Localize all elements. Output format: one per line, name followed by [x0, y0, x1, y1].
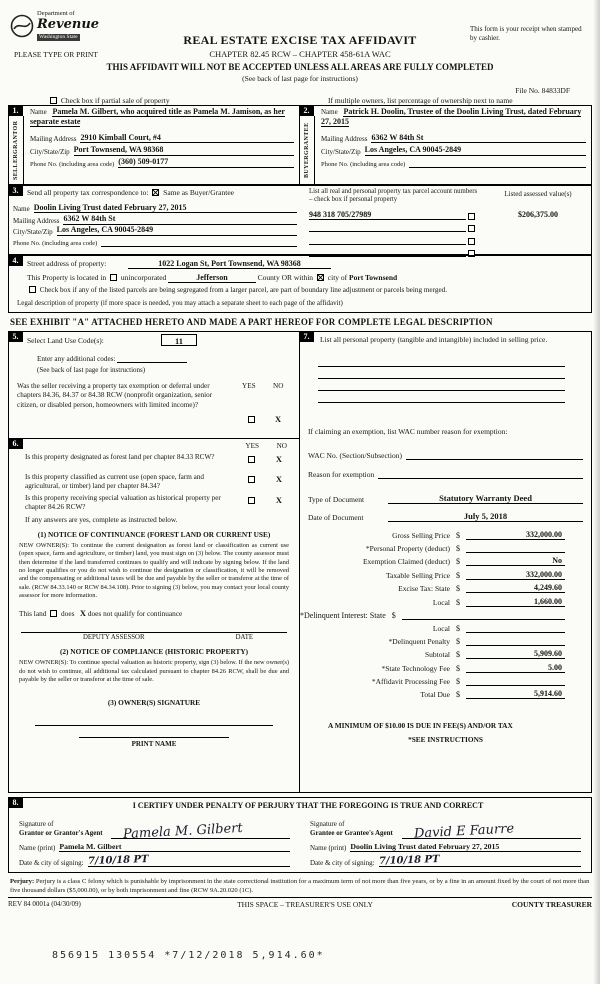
- buyer-mailing-value: 6362 W 84th St: [371, 134, 586, 144]
- if-yes-note: If any answers are yes, complete as instructed below.: [25, 516, 178, 524]
- correspondence-csz-label: City/State/Zip: [13, 227, 53, 236]
- does-qualify-checkbox[interactable]: [50, 610, 57, 617]
- fee-row-technology-fee: *State Technology Fee $ 5.00: [300, 663, 565, 673]
- buyer-box: [300, 105, 592, 185]
- seller-phone-label: Phone No. (including area code): [30, 160, 115, 168]
- grantor-agent-label: Grantor or Grantor's Agent: [19, 828, 103, 837]
- buyer-rail: [300, 116, 315, 184]
- personal-property-line: [318, 379, 565, 391]
- reason-label: Reason for exemption: [308, 469, 375, 479]
- buyer-mailing-row: [321, 134, 586, 144]
- document-date-label: Date of Document: [308, 512, 364, 522]
- correspondence-name-label: Name: [13, 205, 30, 214]
- correspondence-phone-label: Phone No. (including area code): [13, 239, 98, 247]
- notice-continuance-title: (1) NOTICE OF CONTINUANCE (FOREST LAND OR CURRENT USE): [37, 530, 271, 539]
- owners-signature-line: [35, 725, 273, 726]
- same-as-buyer-checkbox[interactable]: [152, 189, 159, 196]
- dollar-sign: $: [456, 663, 460, 673]
- see-instructions-note: *SEE INSTRUCTIONS: [408, 735, 483, 745]
- parcel-number-value: 948 318 705/27989: [309, 210, 466, 220]
- historic-yes-checkbox[interactable]: [248, 497, 255, 504]
- wac-value-line: [406, 451, 583, 460]
- land-use-section: [9, 332, 299, 439]
- perjury-label: Perjury:: [10, 878, 35, 885]
- historic-no-mark: X: [275, 495, 282, 505]
- section7-number: 7.: [299, 331, 314, 342]
- parcel-row: [309, 223, 477, 232]
- form-warning: THIS AFFIDAVIT WILL NOT BE ACCEPTED UNLESS ALL AREAS ARE FULLY COMPLETED: [106, 62, 494, 72]
- form-chapter: CHAPTER 82.45 RCW – CHAPTER 458-61A WAC: [209, 49, 391, 59]
- city-value: Port Townsend: [349, 273, 398, 282]
- same-as-buyer-label: Same as Buyer/Grantee: [163, 188, 234, 197]
- buyer-phone-row: [321, 158, 586, 168]
- grantee-agent-label: Grantee or Grantee's Agent: [310, 828, 393, 837]
- street-address-row: [27, 259, 331, 268]
- personal-property-line: [318, 391, 565, 403]
- grantee-date-value: 7/10/18 PT: [378, 853, 440, 868]
- forest-land-yes-checkbox[interactable]: [248, 456, 255, 463]
- forest-land-question: [25, 453, 299, 470]
- see-back-note: (See back of last page for instructions): [242, 74, 358, 83]
- buyer-phone-label: Phone No. (including area code): [321, 160, 406, 168]
- grantee-signature: David E Faurre: [413, 821, 515, 842]
- current-use-question: [25, 473, 299, 491]
- fee-row-delinquent-interest-state: *Delinquent Interest: State $: [300, 610, 565, 620]
- grantor-signature: Pamela M. Gilbert: [122, 820, 244, 843]
- document-type-value: Statutory Warranty Deed: [388, 493, 583, 504]
- section8-number: 8.: [8, 797, 23, 808]
- wac-label: WAC No. (Section/Subsection): [308, 450, 402, 460]
- continuance-qualify-row: [19, 608, 299, 618]
- partial-sale-checkbox[interactable]: [50, 97, 57, 104]
- buyer-csz-label: City/State/Zip: [321, 147, 361, 156]
- correspondence-name-value: Doolin Living Trust dated February 27, 2015: [34, 204, 297, 214]
- fee-row-subtotal: Subtotal $ 5,909.60: [300, 649, 565, 659]
- dollar-sign: $: [456, 623, 460, 633]
- buyer-name-value: Patrick H. Doolin, Trustee of the Doolin Living Trust, dated February 27, 2015: [321, 107, 582, 126]
- unincorporated-checkbox[interactable]: [110, 274, 117, 281]
- dollar-sign: $: [456, 690, 460, 700]
- form-title: REAL ESTATE EXCISE TAX AFFIDAVIT: [183, 33, 417, 47]
- perjury-text: Perjury is a class C felony which is punishable by imprisonment in the state correctional institution for a maximum term of not more than five years, or by a fine in an amount fixed by the court of not more than five thousand dollars ($5,000.00), or by both imprisonment and fine (RCW 9A.20.020 (1C).: [10, 878, 590, 894]
- grantee-name-print-row: [310, 842, 581, 852]
- forest-land-question-text: Is this property designated as forest land per chapter 84.33 RCW?: [25, 453, 215, 461]
- grantor-signature-of-label: Signature of: [19, 820, 54, 828]
- parcel-row: [309, 210, 477, 220]
- section6-no-header: NO: [276, 442, 287, 450]
- buyer-csz-row: [321, 146, 586, 156]
- dor-logo: [10, 11, 99, 41]
- parcel-row: [309, 236, 477, 245]
- perjury-notice: [10, 878, 590, 895]
- buyer-csz-value: Los Angeles, CA 90045-2849: [365, 146, 586, 156]
- tax-correspondence-section: [8, 185, 592, 255]
- grantee-signature-of-label: Signature of: [310, 820, 345, 828]
- dollar-sign: $: [456, 557, 460, 567]
- additional-codes-line: [117, 355, 187, 363]
- section5-no-header: NO: [273, 382, 284, 390]
- notice-compliance-title: (2) NOTICE OF COMPLIANCE (HISTORIC PROPERTY): [59, 647, 249, 657]
- exemption-claim-label: If claiming an exemption, list WAC number reason for exemption:: [308, 426, 508, 436]
- street-address-value: 1022 Logan St, Port Townsend, WA 98368: [128, 259, 331, 269]
- section1-number: 1.: [8, 105, 23, 116]
- land-use-code[interactable]: 11: [161, 334, 197, 346]
- middle-band: [8, 331, 592, 793]
- county-value: Jefferson: [168, 273, 256, 283]
- does-label: does: [61, 609, 75, 619]
- exemption-no-mark: X: [275, 414, 282, 424]
- located-in-label: This Property is located in: [27, 273, 107, 282]
- parcel-numbers-header: List all real and personal property tax parcel account numbers – check box if personal property: [309, 188, 478, 204]
- fee-row-excise-local: Local $ 1,660.00: [300, 597, 565, 607]
- fee-row-exemption-claimed: Exemption Claimed (deduct) $ No: [300, 556, 565, 566]
- section4-number: 4.: [8, 255, 23, 266]
- fee-row-excise-state: Excise Tax: State $ 4,249.60: [300, 583, 565, 593]
- send-correspondence-label: Send all property tax correspondence to:: [27, 188, 149, 197]
- grantor-name-print-label: Name (print): [19, 844, 56, 852]
- exemption-question: Was the seller receiving a property tax exemption or deferral under chapters 84.36, 84.37 or 84.38 RCW (nonprofit organization, senior citizen, or disabled person, homeowners with limited income)?: [17, 382, 213, 409]
- logo-revenue-text: Revenue: [37, 16, 100, 32]
- fee-row-taxable: Taxable Selling Price $ 332,000.00: [300, 570, 565, 580]
- dollar-sign: $: [456, 530, 460, 540]
- does-not-label: does not qualify for continuance: [87, 609, 183, 619]
- print-name-line: [79, 737, 229, 738]
- seller-csz-row: [30, 146, 294, 156]
- personal-property-label: List all personal property (tangible and intangible) included in selling price.: [320, 335, 548, 344]
- minimum-fee-note: A MINIMUM OF $10.00 IS DUE IN FEE(S) AND/OR TAX: [328, 721, 513, 731]
- logo-dept-text: Department of: [37, 10, 75, 17]
- document-type-label: Type of Document: [308, 494, 365, 504]
- correspondence-csz-row: [13, 226, 297, 236]
- partial-sale-label: Check box if partial sale of property: [60, 96, 170, 105]
- correspondence-phone-value: [101, 237, 297, 247]
- multiple-owners-note: If multiple owners, list percentage of ownership next to name: [328, 96, 513, 105]
- parties-section: [8, 105, 592, 185]
- personal-property-checkbox-3[interactable]: [468, 238, 475, 245]
- seller-mailing-label: Mailing Address: [30, 135, 77, 144]
- correspondence-csz-value: Los Angeles, CA 90045-2849: [57, 226, 297, 236]
- correspondence-name-row: [13, 204, 297, 214]
- document-date-value: July 5, 2018: [388, 511, 583, 522]
- section2-number: 2.: [299, 105, 314, 116]
- reason-row: [308, 470, 583, 479]
- parcel-blank-line: [309, 223, 466, 232]
- section5-yes-header: YES: [242, 382, 256, 390]
- personal-property-line: [318, 367, 565, 379]
- exhibit-a-line: SEE EXHIBIT "A" ATTACHED HERETO AND MADE A PART HEREOF FOR COMPLETE LEGAL DESCRIPTION: [10, 317, 493, 327]
- dollar-sign: $: [456, 676, 460, 686]
- buyer-name-row: [321, 107, 586, 131]
- personal-property-line: [318, 355, 565, 367]
- property-location-row: [27, 273, 397, 282]
- forest-land-no-mark: X: [275, 454, 282, 464]
- buyer-role-line2: GRANTEE: [304, 122, 310, 155]
- date-label: DATE: [235, 634, 253, 642]
- file-number: File No. 84833DF: [515, 86, 570, 95]
- fee-table: [300, 530, 591, 700]
- grantor-name-print-row: [19, 842, 290, 852]
- additional-codes-row: [37, 355, 187, 363]
- segregated-row: [27, 286, 447, 294]
- unincorporated-label: unincorporated: [120, 273, 167, 282]
- notice-compliance-text: NEW OWNER(S): To continue special valuation as historic property, sign (3) below. If the new owner(s) do not wish to continue, all additional tax calculated pursuant to chapter 84.26 RCW, shall be due and payable by the seller or transferor at the time of sale.: [19, 659, 289, 683]
- seller-mailing-value: 2910 Kimball Court, #4: [80, 134, 294, 144]
- seller-box: [8, 105, 300, 185]
- certify-statement: I CERTIFY UNDER PENALTY OF PERJURY THAT THE FOREGOING IS TRUE AND CORRECT: [132, 801, 484, 810]
- exemption-yes-checkbox[interactable]: [248, 416, 255, 423]
- land-use-label: Select Land Use Code(s):: [27, 336, 104, 345]
- dollar-sign: $: [456, 570, 460, 580]
- logo-state-text: Washington State: [39, 33, 78, 40]
- county-or-label: County OR within: [257, 273, 314, 282]
- partial-sale-row: [48, 96, 170, 105]
- dor-emblem-icon: [10, 14, 34, 38]
- seller-rail: [9, 116, 24, 184]
- grantee-name-print-label: Name (print): [310, 844, 347, 852]
- section6-number: 6.: [8, 438, 23, 449]
- fee-row-personal-property: *Personal Property (deduct) $: [300, 543, 565, 553]
- legal-description-note: Legal description of property (if more space is needed, you may attach a separate sheet to each page of the affidavit): [17, 299, 343, 307]
- owners-signature-title: (3) OWNER(S) SIGNATURE: [107, 698, 201, 708]
- segregated-checkbox[interactable]: [29, 286, 36, 293]
- grantee-date-label: Date & city of signing:: [310, 859, 375, 867]
- personal-property-checkbox-2[interactable]: [468, 225, 475, 232]
- buyer-role-line1: BUYER: [304, 154, 310, 178]
- correspondence-mailing-value: 6362 W 84th St: [63, 215, 297, 225]
- seller-name-value: Pamela M. Gilbert, who acquired title as Pamela M. Jamison, as her separate estate: [30, 107, 285, 126]
- correspondence-mailing-row: [13, 215, 297, 225]
- seller-phone-row: [30, 158, 294, 168]
- buyer-name-label: Name: [321, 108, 338, 116]
- grantor-signature-line[interactable]: [111, 814, 290, 843]
- seller-name-label: Name: [30, 108, 47, 116]
- correspondence-phone-row: [13, 237, 297, 247]
- dollar-sign: $: [456, 650, 460, 660]
- seller-role-line1: SELLER: [13, 153, 19, 180]
- receipt-note: This form is your receipt when stamped by cashier.: [470, 25, 582, 43]
- section5-number: 5.: [8, 331, 23, 342]
- form-revision-number: REV 84 0001a (04/30/09): [8, 900, 81, 908]
- document-date-row: [308, 511, 583, 522]
- historic-property-question: [25, 494, 299, 512]
- assessed-value: $206,375.00: [518, 210, 558, 219]
- land-classification-section: [9, 439, 299, 792]
- grantee-signature-block: [300, 814, 591, 870]
- print-name-label: PRINT NAME: [131, 740, 177, 749]
- grantee-date-row: [310, 855, 581, 867]
- fee-row-gross: Gross Selling Price $ 332,000.00: [300, 530, 565, 540]
- additional-codes-label: Enter any additional codes:: [37, 355, 116, 363]
- county-treasurer-label: COUNTY TREASURER: [511, 900, 592, 909]
- fee-row-delinquent-interest-local: Local $: [300, 623, 565, 633]
- grantor-printed-name: Pamela M. Gilbert: [59, 842, 290, 852]
- city-checkbox[interactable]: [317, 274, 324, 281]
- cashier-stamp: 856915 130554 *7/12/2018 5,914.60*: [52, 950, 325, 961]
- current-use-no-mark: X: [275, 474, 282, 484]
- current-use-question-text: Is this property classified as current use (open space, farm and agricultural, or timber) land per chapter 84.34?: [25, 473, 205, 490]
- section6-yes-header: YES: [245, 442, 259, 450]
- property-address-section: [8, 255, 592, 313]
- document-type-row: [308, 493, 583, 504]
- buyer-mailing-label: Mailing Address: [321, 135, 368, 144]
- dollar-sign: $: [391, 610, 396, 620]
- seller-mailing-row: [30, 134, 294, 144]
- correspondence-mailing-label: Mailing Address: [13, 216, 60, 225]
- this-land-label: This land: [19, 609, 47, 619]
- dollar-sign: $: [456, 597, 460, 607]
- seller-csz-value: Port Townsend, WA 98368: [74, 146, 294, 156]
- does-not-qualify-mark: X: [79, 608, 87, 619]
- fee-row-delinquent-penalty: *Delinquent Penalty $: [300, 636, 565, 646]
- form-footer: [8, 897, 592, 909]
- grantor-signature-block: [9, 814, 300, 870]
- grantor-date-row: [19, 855, 290, 867]
- grantor-date-value: 7/10/18 PT: [87, 853, 149, 868]
- grantee-signature-line[interactable]: [402, 814, 581, 842]
- scan-edge-shadow: [593, 0, 600, 984]
- personal-property-section: [300, 332, 591, 792]
- notice-continuance-text: NEW OWNER(S): To continue the current designation as forest land or classification as current use (open space, farm and agriculture, or timber) land, you must sign on (3) below. The county assessor must then determine if the land transferred continues to qualify and will indicate by signing below. If the land no longer qualifies or you do not wish to continue the designation or classification, it will be removed and the compensating or additional taxes will be due and payable by the seller or transferor at the time of sale. (RCW 84.33.140 or RCW 84.34.108). Prior to signing (3) below, you may contact your local county assessor for more information.: [19, 542, 289, 599]
- seller-role-line2: GRANTOR: [13, 120, 19, 154]
- city-of-label: city of: [327, 273, 348, 282]
- assessed-value-header: Listed assessed value(s): [504, 190, 572, 198]
- please-type-or-print: PLEASE TYPE OR PRINT: [14, 50, 98, 59]
- grantor-date-label: Date & city of signing:: [19, 859, 84, 867]
- deputy-assessor-line: [21, 632, 287, 641]
- section5-see-back: (See back of last page for instructions): [37, 366, 146, 374]
- reason-value-line: [378, 470, 583, 479]
- section3-number: 3.: [8, 185, 23, 196]
- dollar-sign: $: [456, 584, 460, 594]
- segregated-note: Check box if any of the listed parcels are being segregated from a larger parcel, are part of boundary line adjustment or parcels being merged.: [39, 286, 448, 294]
- fee-row-processing-fee: *Affidavit Processing Fee $: [300, 676, 565, 686]
- wac-row: [308, 451, 583, 460]
- dollar-sign: $: [456, 543, 460, 553]
- seller-phone-value: (360) 509-0177: [118, 158, 294, 168]
- certification-section: [8, 797, 592, 873]
- dollar-sign: $: [456, 636, 460, 646]
- street-address-label: Street address of property:: [27, 259, 107, 268]
- historic-property-question-text: Is this property receiving special valuation as historical property per chapter 84.26 RCW?: [25, 494, 221, 511]
- seller-csz-label: City/State/Zip: [30, 147, 70, 156]
- buyer-phone-value: [409, 158, 586, 168]
- treasurer-space-label: THIS SPACE – TREASURER'S USE ONLY: [237, 900, 373, 909]
- personal-property-checkbox-1[interactable]: [468, 213, 475, 220]
- fee-row-total-due: Total Due $ 5,914.60: [300, 689, 565, 699]
- deputy-assessor-label: DEPUTY ASSESSOR: [83, 634, 145, 642]
- parcel-blank-line: [309, 236, 466, 245]
- send-correspondence-row: [27, 188, 234, 197]
- current-use-yes-checkbox[interactable]: [248, 476, 255, 483]
- grantee-printed-name: Doolin Living Trust dated February 27, 2015: [350, 842, 581, 852]
- seller-name-row: [30, 107, 294, 131]
